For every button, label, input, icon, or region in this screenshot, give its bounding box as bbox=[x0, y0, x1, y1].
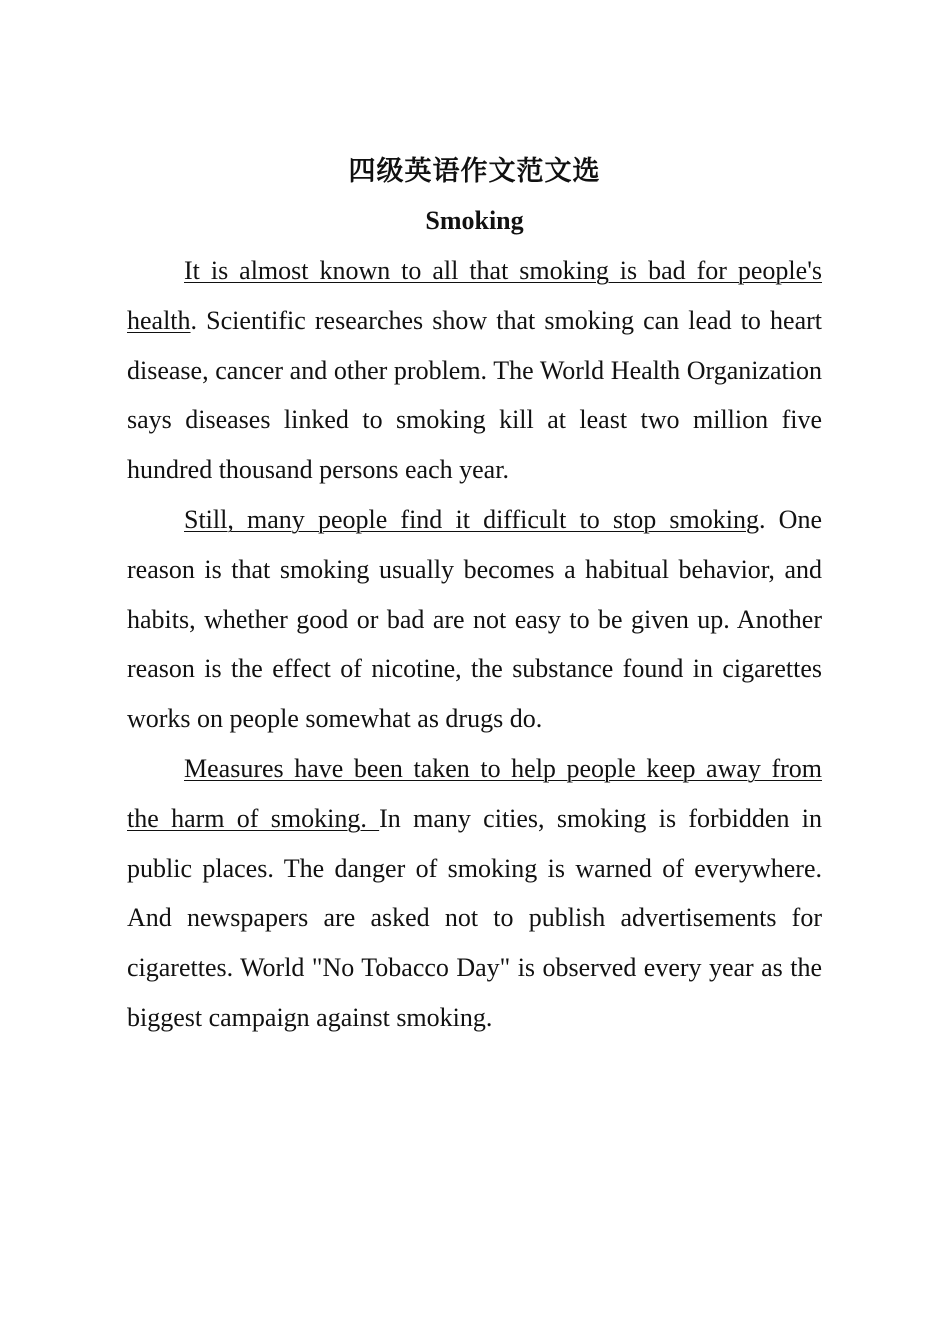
paragraph-3 bbox=[127, 744, 822, 1043]
document-title: 四级英语作文范文选 bbox=[348, 156, 601, 187]
essay-title: Smoking bbox=[425, 206, 524, 235]
document-body bbox=[127, 148, 822, 1043]
paragraph-1-text: . Scientific researches show that smoking can lead to heart disease, cancer and other problem. The World Health Organization says diseases linked to smoking kill at least two million five hundred thousand persons each year. bbox=[127, 305, 822, 485]
paragraph-2 bbox=[127, 495, 822, 744]
paragraph-2-text: . One reason is that smoking usually becomes a habitual behavior, and habits, whether good or bad are not easy to be given up. Another reason is the effect of nicotine, the substance found in cigarettes works on people somewhat as drugs do. bbox=[127, 504, 822, 734]
paragraph-1 bbox=[127, 246, 822, 495]
paragraph-3-text: In many cities, smoking is forbidden in public places. The danger of smoking is warned of everywhere. And newspapers are asked not to publish advertisements for cigarettes. World "No Tobacco Day" is observed every year as the biggest campaign against smoking. bbox=[127, 803, 822, 1032]
topic-sentence-3: Measures have been taken to help people keep away from the harm of smoking. bbox=[127, 753, 822, 833]
topic-sentence-2: Still, many people find it difficult to stop smoking bbox=[184, 504, 759, 534]
topic-sentence-1: It is almost known to all that smoking is bad for people's health bbox=[127, 256, 822, 335]
